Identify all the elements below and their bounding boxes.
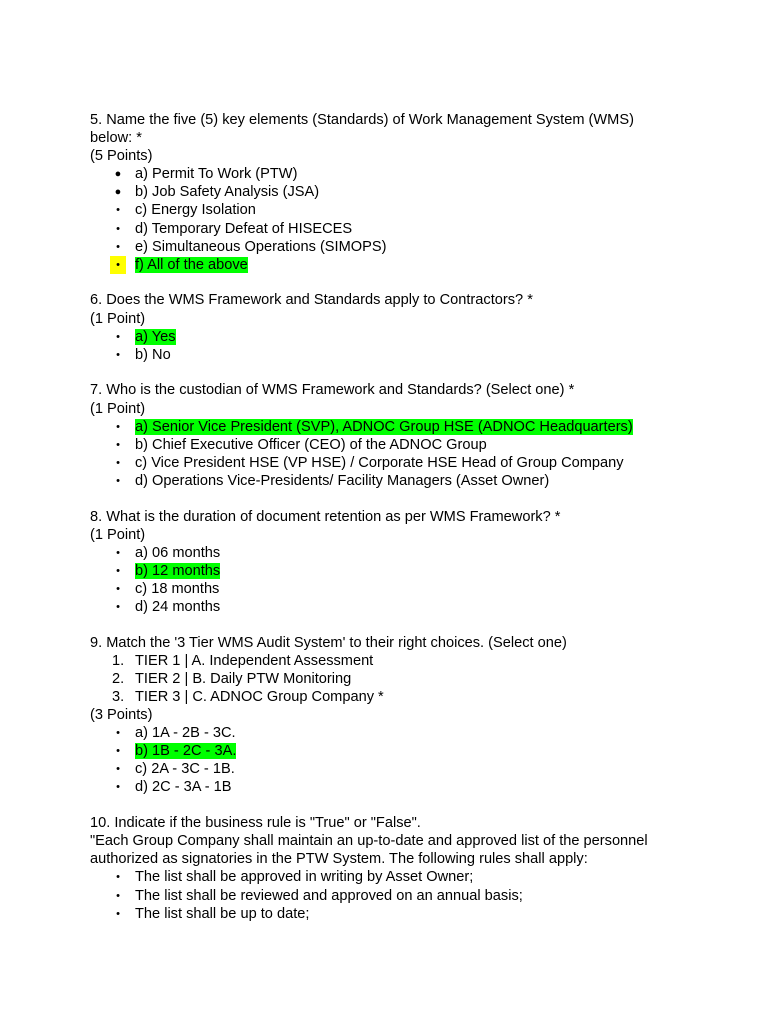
bullet-icon: •	[116, 456, 120, 469]
question-9	[90, 634, 680, 797]
option-item	[90, 544, 680, 562]
option-text: c) Vice President HSE (VP HSE) / Corporate HSE Head of Group Company	[135, 454, 624, 471]
option-text: c) Energy Isolation	[135, 202, 256, 219]
bullet-icon: •	[116, 564, 120, 577]
option-text-highlighted: a) Senior Vice President (SVP), ADNOC Group HSE (ADNOC Headquarters)	[135, 418, 633, 435]
bullet-icon: •	[116, 745, 120, 758]
bullet-icon: •	[116, 889, 120, 902]
option-text: a) 06 months	[135, 544, 221, 561]
option-text: b) Chief Executive Officer (CEO) of the ADNOC Group	[135, 436, 487, 453]
question-title: 5. Name the five (5) key elements (Standards) of Work Management System (WMS) below: *	[90, 112, 634, 147]
option-text: d) Operations Vice-Presidents/ Facility Managers (Asset Owner)	[135, 472, 550, 489]
question-points: (5 Points)	[90, 148, 153, 165]
option-text: d) Temporary Defeat of HISECES	[135, 220, 353, 237]
option-item	[90, 472, 680, 490]
option-item	[90, 346, 680, 364]
bullet-icon: •	[116, 871, 120, 884]
option-item	[90, 454, 680, 472]
option-text: c) 18 months	[135, 580, 220, 597]
bullet-icon: •	[116, 907, 120, 920]
question-title: 10. Indicate if the business rule is "True" or "False".	[90, 815, 421, 832]
option-item-correct	[90, 562, 680, 580]
bullet-icon: •	[116, 240, 120, 253]
numbered-item	[90, 688, 680, 706]
option-item	[90, 760, 680, 778]
question-10	[90, 814, 680, 923]
numbered-item	[90, 670, 680, 688]
bullet-icon: •	[110, 256, 126, 274]
bullet-icon: •	[116, 582, 120, 595]
numbered-item	[90, 652, 680, 670]
bullet-icon: ●	[114, 186, 122, 199]
bullet-icon: •	[116, 781, 120, 794]
option-text-highlighted: b) 1B - 2C - 3A.	[135, 743, 237, 760]
option-text: a) 1A - 2B - 3C.	[135, 725, 236, 742]
option-item-correct	[90, 328, 680, 346]
options-list	[90, 724, 680, 796]
question-title: 7. Who is the custodian of WMS Framework and Standards? (Select one) *	[90, 382, 575, 399]
bullet-icon: •	[116, 474, 120, 487]
option-text: d) 2C - 3A - 1B	[135, 779, 232, 796]
rules-list	[90, 868, 680, 922]
options-list	[90, 165, 680, 274]
numbered-list	[90, 652, 680, 706]
question-5	[90, 111, 680, 274]
question-points: (1 Point)	[90, 526, 146, 543]
bullet-icon: •	[116, 438, 120, 451]
question-body: "Each Group Company shall maintain an up-to-date and approved list of the personnel authorized as signatories in the PTW System. The following rules shall apply:	[90, 833, 648, 868]
item-number: 3.	[112, 689, 125, 705]
option-text-highlighted: b) 12 months	[135, 562, 221, 579]
item-text: TIER 2 | B. Daily PTW Monitoring	[135, 670, 352, 687]
option-item	[90, 201, 680, 219]
question-8	[90, 508, 680, 617]
item-text: TIER 1 | A. Independent Assessment	[135, 652, 374, 669]
option-text-highlighted: f) All of the above	[135, 256, 248, 273]
bullet-icon: •	[116, 204, 120, 217]
option-item-correct	[90, 418, 680, 436]
rule-text: The list shall be approved in writing by Asset Owner;	[135, 869, 474, 886]
bullet-icon: •	[116, 601, 120, 614]
document-page	[90, 111, 680, 940]
question-title: 8. What is the duration of document retention as per WMS Framework? *	[90, 508, 561, 525]
bullet-icon: •	[116, 727, 120, 740]
question-title: 9. Match the '3 Tier WMS Audit System' to their right choices. (Select one)	[90, 634, 567, 651]
rule-item	[90, 887, 680, 905]
question-6	[90, 291, 680, 363]
rule-text: The list shall be up to date;	[135, 905, 310, 922]
options-list	[90, 418, 680, 490]
option-text: e) Simultaneous Operations (SIMOPS)	[135, 238, 387, 255]
option-text: b) No	[135, 346, 171, 363]
option-item	[90, 598, 680, 616]
option-text: b) Job Safety Analysis (JSA)	[135, 184, 320, 201]
option-text: a) Permit To Work (PTW)	[135, 166, 298, 183]
rule-item	[90, 868, 680, 886]
question-points: (1 Point)	[90, 400, 146, 417]
bullet-icon: •	[116, 420, 120, 433]
option-item	[90, 436, 680, 454]
bullet-icon: •	[116, 330, 120, 343]
option-item-correct	[90, 256, 680, 274]
option-text: d) 24 months	[135, 599, 221, 616]
option-item-correct	[90, 742, 680, 760]
bullet-icon: •	[116, 348, 120, 361]
option-item	[90, 183, 680, 201]
option-item	[90, 165, 680, 183]
bullet-icon: •	[116, 222, 120, 235]
question-7	[90, 381, 680, 490]
option-item	[90, 238, 680, 256]
item-number: 2.	[112, 670, 125, 687]
bullet-icon: •	[116, 546, 120, 559]
option-item	[90, 778, 680, 796]
item-text: TIER 3 | C. ADNOC Group Company *	[135, 689, 384, 705]
rule-text: The list shall be reviewed and approved on an annual basis;	[135, 887, 523, 904]
question-title: 6. Does the WMS Framework and Standards apply to Contractors? *	[90, 292, 533, 309]
bullet-icon: •	[116, 763, 120, 776]
item-number: 1.	[112, 652, 125, 669]
options-list	[90, 328, 680, 364]
option-item	[90, 724, 680, 742]
question-points: (3 Points)	[90, 707, 153, 724]
option-text: c) 2A - 3C - 1B.	[135, 761, 235, 778]
bullet-icon: ●	[114, 168, 122, 181]
rule-item	[90, 905, 680, 923]
options-list	[90, 544, 680, 616]
option-item	[90, 220, 680, 238]
question-points: (1 Point)	[90, 310, 146, 327]
option-item	[90, 580, 680, 598]
option-text-highlighted: a) Yes	[135, 328, 176, 345]
